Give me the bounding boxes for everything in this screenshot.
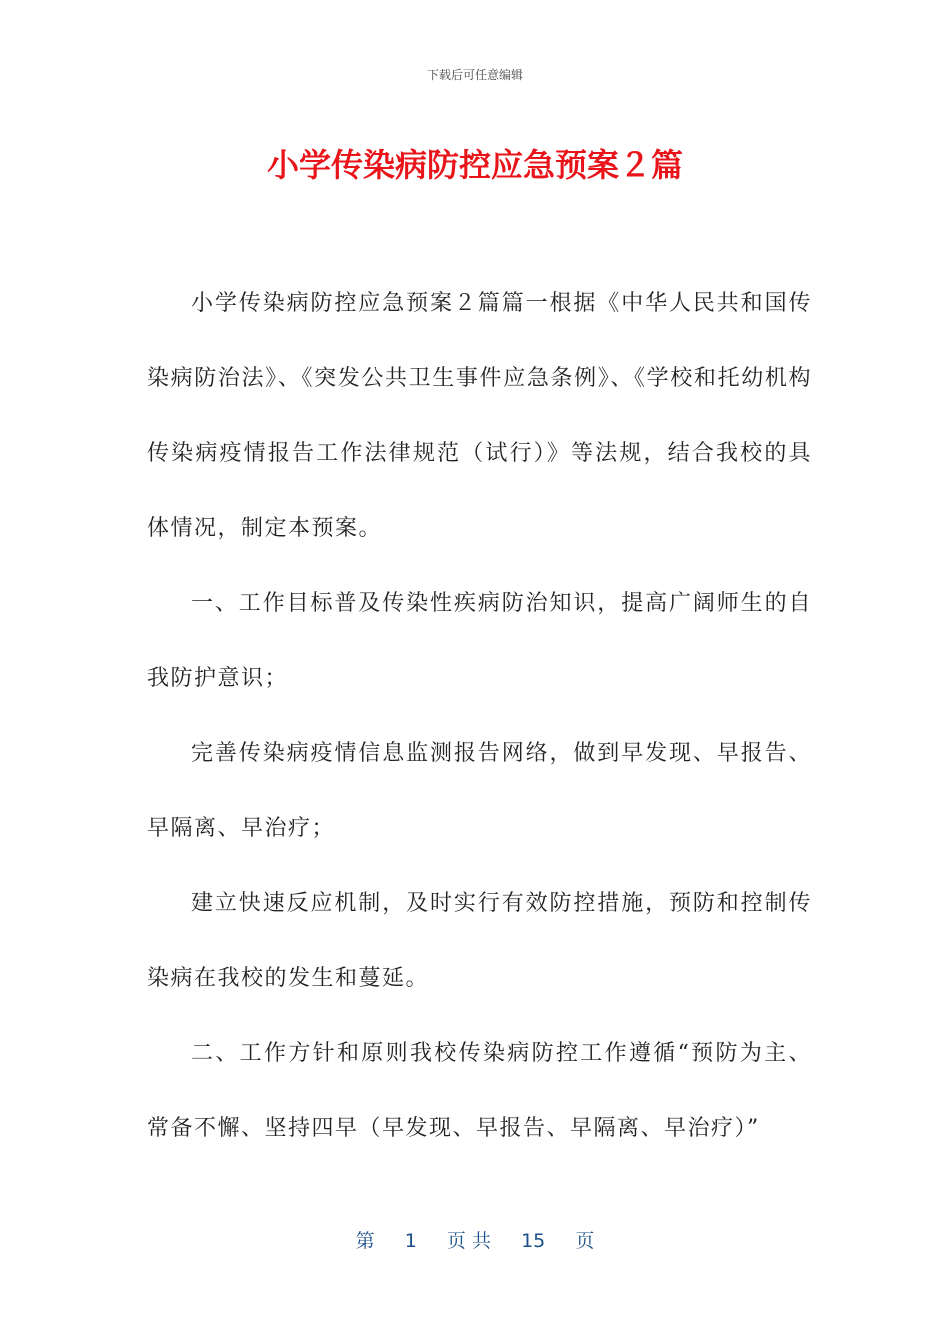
paragraph-5: 二、工作方针和原则我校传染病防控工作遵循“预防为主、常备不懈、坚持四早（早发现、早报告、早隔离、早治疗）” <box>147 1041 812 1141</box>
paragraph-3: 完善传染病疫情信息监测报告网络，做到早发现、早报告、早隔离、早治疗； <box>147 741 812 841</box>
footer-current-page: 1 <box>404 1230 417 1252</box>
footer-total-pages: 15 <box>521 1230 546 1252</box>
page-footer <box>0 1226 950 1253</box>
footer-prefix: 第 <box>355 1230 375 1252</box>
document-title: 小学传染病防控应急预案２篇 <box>266 146 683 184</box>
footer-middle: 页 共 <box>446 1230 491 1252</box>
page-header-note: 下载后可任意编辑 <box>426 68 523 82</box>
paragraph-1: 小学传染病防控应急预案２篇篇一根据《中华人民共和国传染病防治法》、《突发公共卫生事件应急条例》、《学校和托幼机构传染病疫情报告工作法律规范（试行）》等法规，结合我校的具体情况，制定本预案。 <box>147 291 812 541</box>
paragraph-4: 建立快速反应机制，及时实行有效防控措施，预防和控制传染病在我校的发生和蔓延。 <box>147 891 812 991</box>
footer-suffix: 页 <box>575 1230 595 1252</box>
paragraph-2: 一、工作目标普及传染性疾病防治知识，提高广阔师生的自我防护意识； <box>147 591 812 691</box>
document-body <box>147 266 812 1166</box>
